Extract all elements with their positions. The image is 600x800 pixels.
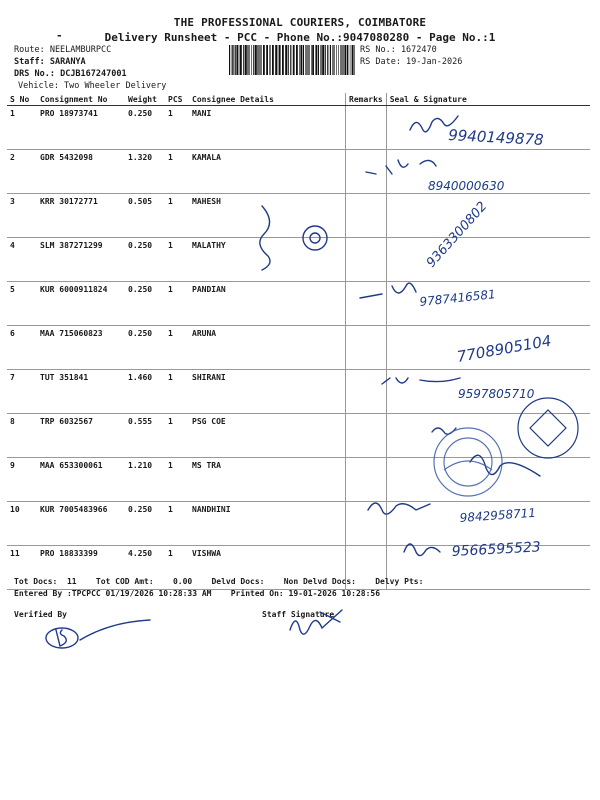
barcode-bar: [282, 45, 284, 75]
totals-line: Tot Docs: 11 Tot COD Amt: 0.00 Delvd Docs: Non Delvd Docs: Delvy Pts:: [14, 577, 424, 586]
cell-consignment: TRP 6032567: [37, 414, 125, 458]
cell-consignee: PANDIAN: [189, 282, 346, 326]
barcode-bar: [240, 45, 242, 75]
cell-sno: 4: [7, 238, 37, 282]
cell-sno: 3: [7, 194, 37, 238]
runsheet-subtitle: Delivery Runsheet - PCC - Phone No.:9047080280 - Page No.:1: [104, 31, 496, 44]
cell-remarks: [346, 282, 387, 326]
cell-pcs: 1: [165, 458, 189, 502]
barcode-bar: [255, 45, 257, 75]
table-row: [7, 458, 590, 502]
cell-seal-signature: [386, 106, 590, 150]
barcode-bar: [247, 45, 248, 75]
cell-remarks: [346, 414, 387, 458]
verified-by-label: Verified By: [14, 610, 67, 619]
cell-sno: 8: [7, 414, 37, 458]
table-row: [7, 502, 590, 546]
cell-seal-signature: [386, 370, 590, 414]
barcode-bar: [351, 45, 352, 75]
cell-consignment: PRO 18833399: [37, 546, 125, 590]
barcode-bar: [275, 45, 277, 75]
cell-pcs: 1: [165, 414, 189, 458]
barcode-bar: [296, 45, 298, 75]
barcode-bar: [245, 45, 247, 75]
cell-sno: 10: [7, 502, 37, 546]
barcode-bar: [327, 45, 328, 75]
cell-consignee: PSG COE: [189, 414, 346, 458]
barcode-bar: [293, 45, 295, 75]
barcode-bar: [235, 45, 236, 75]
cell-consignee: KAMALA: [189, 150, 346, 194]
barcode-bar: [300, 45, 302, 75]
cell-seal-signature: [386, 282, 590, 326]
barcode-bar: [285, 45, 287, 75]
cell-consignment: KUR 6000911824: [37, 282, 125, 326]
cell-consignment: MAA 653300061: [37, 458, 125, 502]
table-row: [7, 282, 590, 326]
cell-consignment: MAA 715060823: [37, 326, 125, 370]
cell-weight: 1.320: [125, 150, 165, 194]
barcode-bar: [312, 45, 314, 75]
barcode-bar: [308, 45, 309, 75]
barcode-bar: [251, 45, 252, 75]
drs-label: DRS No.:: [14, 69, 55, 79]
company-name: THE PROFESSIONAL COURIERS, COIMBATORE: [173, 16, 427, 29]
cell-sno: 7: [7, 370, 37, 414]
barcode-bar: [320, 45, 321, 75]
barcode-bar: [315, 45, 317, 75]
header-dash: -: [56, 29, 63, 42]
barcode-bar: [257, 45, 258, 75]
col-weight: Weight: [125, 93, 165, 106]
cell-weight: 0.250: [125, 106, 165, 150]
cell-consignee: SHIRANI: [189, 370, 346, 414]
runsheet-table: [7, 93, 590, 590]
barcode-bar: [263, 45, 265, 75]
barcode-bar: [338, 45, 339, 75]
verified-signature-circle: [46, 628, 78, 648]
cell-consignment: GDR 5432098: [37, 150, 125, 194]
barcode-bar: [305, 45, 306, 75]
cell-consignee: VISHWA: [189, 546, 346, 590]
cell-seal-signature: [386, 326, 590, 370]
barcode-bar: [307, 45, 308, 75]
cell-pcs: 1: [165, 370, 189, 414]
barcode-bar: [243, 45, 244, 75]
cell-sno: 5: [7, 282, 37, 326]
table-row: [7, 326, 590, 370]
col-seal-signature: Seal & Signature: [386, 93, 590, 106]
handwritten-phone-row10: 9842958711: [459, 505, 537, 525]
barcode-bar: [253, 45, 254, 75]
barcode-bar: [347, 45, 348, 75]
cell-pcs: 1: [165, 282, 189, 326]
barcode-bar: [318, 45, 319, 75]
cell-pcs: 1: [165, 194, 189, 238]
cell-consignee: MANI: [189, 106, 346, 150]
barcode-bar: [334, 45, 335, 75]
barcode-bar: [299, 45, 300, 75]
cell-pcs: 1: [165, 106, 189, 150]
cell-pcs: 1: [165, 502, 189, 546]
cell-consignee: MS TRA: [189, 458, 346, 502]
barcode-bar: [344, 45, 346, 75]
cell-weight: 1.460: [125, 370, 165, 414]
cell-sno: 1: [7, 106, 37, 150]
table-row: [7, 238, 590, 282]
barcode-bar: [290, 45, 291, 75]
cell-seal-signature: [386, 414, 590, 458]
handwritten-phone-row11: 9566595523: [451, 539, 542, 560]
barcode-bar: [325, 45, 326, 75]
cell-consignee: MAHESH: [189, 194, 346, 238]
barcode-bar: [332, 45, 333, 75]
cell-consignment: KUR 7005483966: [37, 502, 125, 546]
cell-weight: 0.250: [125, 238, 165, 282]
cell-consignee: NANDHINI: [189, 502, 346, 546]
handwritten-phone-row2: 8940000630: [428, 179, 505, 193]
cell-sno: 11: [7, 546, 37, 590]
staff-signature-label: Staff Signature: [262, 610, 335, 619]
barcode-bar: [233, 45, 234, 75]
cell-seal-signature: [386, 238, 590, 282]
barcode-bar: [236, 45, 238, 75]
cell-weight: 0.505: [125, 194, 165, 238]
cell-remarks: [346, 194, 387, 238]
col-remarks: Remarks: [346, 93, 387, 106]
barcode-bar: [272, 45, 274, 75]
col-consignee: Consignee Details: [189, 93, 346, 106]
table-header-row: [7, 93, 590, 106]
cell-weight: 0.250: [125, 502, 165, 546]
barcode-bar: [260, 45, 261, 75]
barcode-bar: [340, 45, 341, 75]
barcode-bar: [341, 45, 342, 75]
cell-weight: 0.250: [125, 326, 165, 370]
barcode-bar: [229, 45, 230, 75]
rs-date: RS Date: 19-Jan-2026: [360, 57, 463, 67]
table-row: [7, 370, 590, 414]
cell-seal-signature: [386, 458, 590, 502]
cell-weight: 0.250: [125, 282, 165, 326]
table-row: [7, 194, 590, 238]
barcode-bar: [278, 45, 279, 75]
barcode-bar: [343, 45, 344, 75]
cell-pcs: 1: [165, 546, 189, 590]
barcode-bar: [336, 45, 337, 75]
cell-pcs: 1: [165, 150, 189, 194]
cell-consignment: KRR 30172771: [37, 194, 125, 238]
handwritten-phone-row6: 7708905104: [455, 331, 553, 366]
barcode-bar: [239, 45, 240, 75]
drs-line: [14, 69, 127, 79]
cell-remarks: [346, 150, 387, 194]
col-sno: S No: [7, 93, 37, 106]
barcode-bar: [303, 45, 304, 75]
cell-consignment: PRO 18973741: [37, 106, 125, 150]
cell-remarks: [346, 370, 387, 414]
barcode-bar: [266, 45, 268, 75]
handwritten-phone-row3: 9363300802: [423, 199, 491, 271]
cell-pcs: 1: [165, 326, 189, 370]
cell-remarks: [346, 326, 387, 370]
staff-line: [14, 57, 86, 67]
cell-seal-signature: [386, 194, 590, 238]
cell-consignee: MALATHY: [189, 238, 346, 282]
cell-sno: 9: [7, 458, 37, 502]
cell-pcs: 1: [165, 238, 189, 282]
cell-consignment: SLM 387271299: [37, 238, 125, 282]
handwritten-phone-row1: 9940149878: [447, 126, 545, 149]
cell-remarks: [346, 458, 387, 502]
table-row: [7, 150, 590, 194]
handwritten-phone-row7: 9597805710: [458, 387, 535, 401]
barcode-bar: [249, 45, 250, 75]
cell-consignment: TUT 351841: [37, 370, 125, 414]
barcode-bar: [288, 45, 289, 75]
cell-sno: 2: [7, 150, 37, 194]
drs-value: DCJB167247001: [60, 69, 127, 79]
cell-consignee: ARUNA: [189, 326, 346, 370]
cell-remarks: [346, 502, 387, 546]
cell-remarks: [346, 238, 387, 282]
staff-label: Staff:: [14, 57, 45, 67]
barcode-bar: [322, 45, 324, 75]
vehicle-text: Vehicle: Two Wheeler Delivery: [18, 81, 167, 91]
barcode-bar: [352, 45, 354, 75]
barcode-bar: [279, 45, 281, 75]
barcode-bar: [354, 45, 355, 75]
handwritten-phone-row5: 9787416581: [418, 287, 497, 309]
barcode-image: [229, 45, 356, 75]
cell-seal-signature: [386, 150, 590, 194]
cell-weight: 0.555: [125, 414, 165, 458]
cell-remarks: [346, 106, 387, 150]
cell-seal-signature: [386, 502, 590, 546]
cell-sno: 6: [7, 326, 37, 370]
barcode-bar: [311, 45, 312, 75]
barcode-bar: [269, 45, 270, 75]
cell-weight: 1.210: [125, 458, 165, 502]
barcode-bar: [259, 45, 260, 75]
cell-weight: 4.250: [125, 546, 165, 590]
table-row: [7, 414, 590, 458]
barcode-bar: [330, 45, 331, 75]
col-pcs: PCS: [165, 93, 189, 106]
staff-value: SARANYA: [49, 57, 86, 67]
barcode-bar: [349, 45, 350, 75]
table-row: [7, 106, 590, 150]
entered-by-line: Entered By :TPCPCC 01/19/2026 10:28:33 AM Printed On: 19-01-2026 10:28:56: [14, 589, 381, 598]
rs-number: RS No.: 1672470: [360, 45, 437, 55]
route-text: Route: NEELAMBURPCC: [14, 45, 112, 55]
barcode-bar: [232, 45, 233, 75]
col-consignment: Consignment No: [37, 93, 125, 106]
